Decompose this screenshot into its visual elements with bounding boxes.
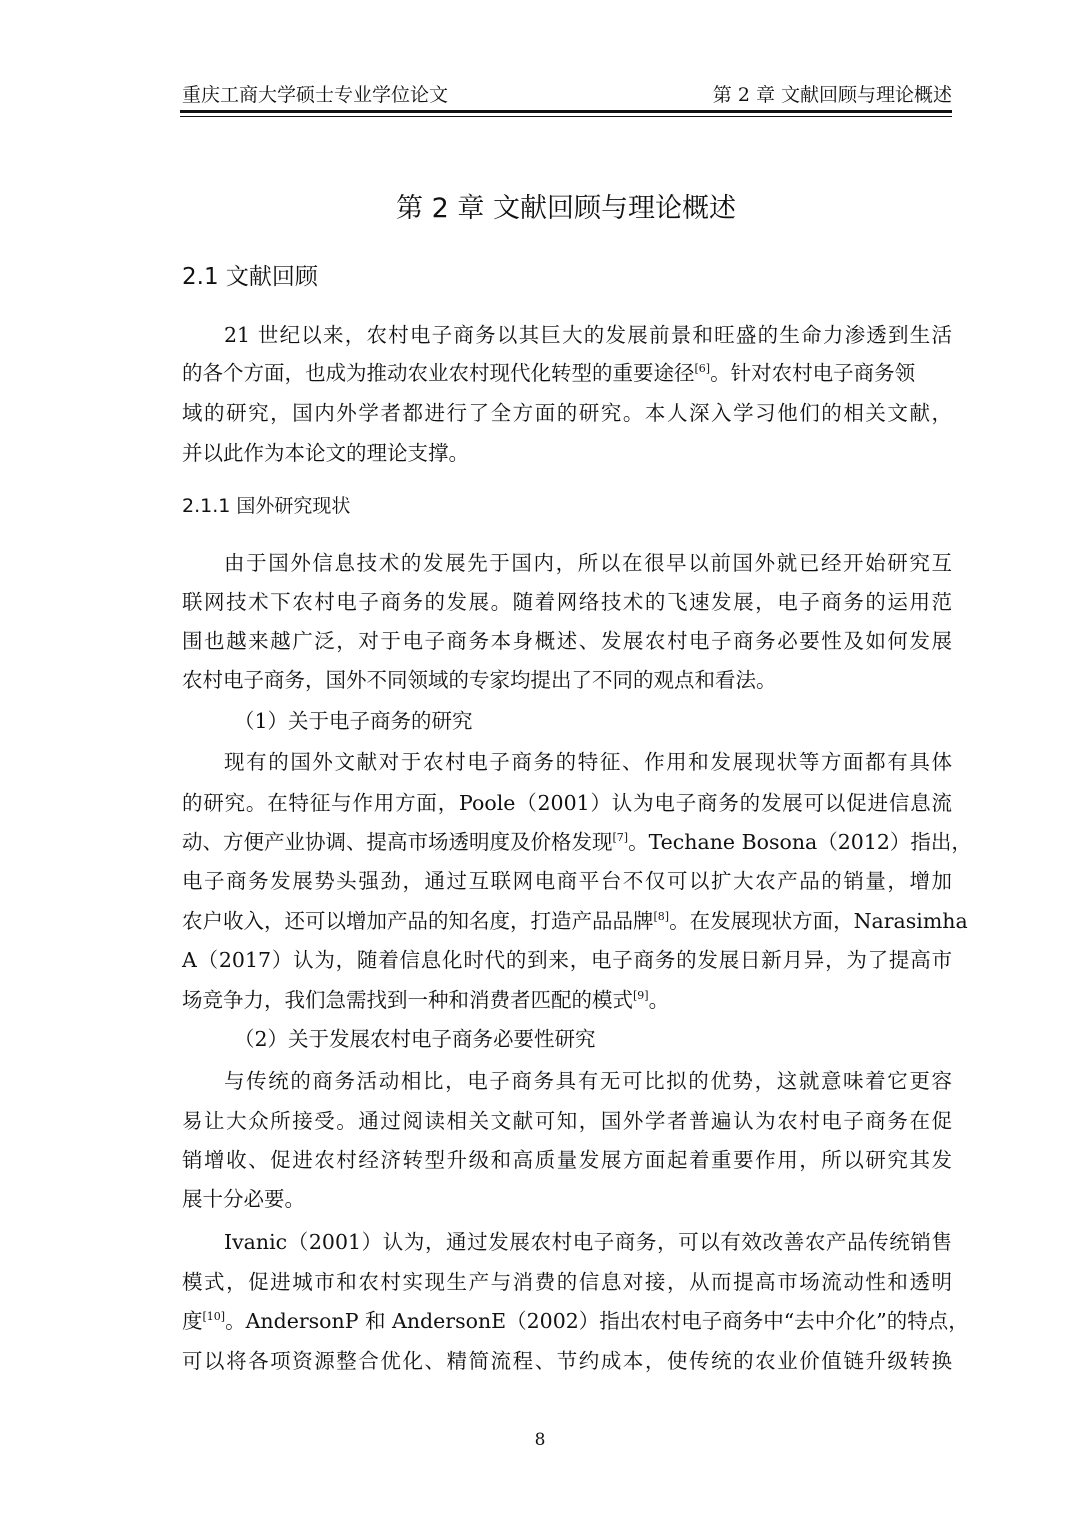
p2-line-6: A（2017）认为，随着信息化时代的到来，电子商务的发展日新月异，为了提高市: [182, 948, 952, 972]
p1-line-3: 围也越来越广泛，对于电子商务本身概述、发展农村电子商务必要性及如何发展: [182, 629, 952, 653]
p3-line-4: 展十分必要。: [182, 1187, 305, 1211]
p4-line-3: [182, 1304, 969, 1334]
p2-text: 。: [648, 988, 670, 1012]
p4-line-2: 模式，促进城市和农村实现生产与消费的信息对接，从而提高市场流动性和透明: [182, 1270, 952, 1294]
list-item-heading-2: （2）关于发展农村电子商务必要性研究: [234, 1027, 596, 1051]
p4-text: 度: [182, 1309, 203, 1333]
citation-ref: [8]: [653, 910, 670, 923]
p2-text: 场竞争力，我们急需找到一种和消费者匹配的模式: [182, 988, 633, 1012]
p1-line-4: 农村电子商务，国外不同领域的专家均提出了不同的观点和看法。: [182, 668, 777, 692]
running-header-right: 第 2 章 文献回顾与理论概述: [712, 84, 952, 106]
p1-line-2: 联网技术下农村电子商务的发展。随着网络技术的飞速发展，电子商务的运用范: [182, 590, 952, 614]
running-header-left: 重庆工商大学硕士专业学位论文: [182, 84, 449, 106]
header-rule-thick: [180, 110, 952, 113]
header-rule-thin: [180, 116, 952, 117]
citation-ref: [10]: [202, 1310, 226, 1323]
p2-text: 动、方便产业协调、提高市场透明度及价格发现: [182, 830, 613, 854]
intro-text: 。针对农村电子商务领: [710, 361, 916, 385]
p3-line-3: 销增收、促进农村经济转型升级和高质量发展方面起着重要作用，所以研究其发: [182, 1148, 952, 1172]
intro-line-4: 并以此作为本论文的理论支撑。: [182, 441, 469, 465]
p2-text: 。在发展现状方面，Narasimha: [669, 909, 968, 933]
subsection-title: 2.1.1 国外研究现状: [182, 495, 351, 517]
p4-line-1: Ivanic（2001）认为，通过发展农村电子商务，可以有效改善农产品传统销售: [224, 1230, 952, 1254]
citation-ref: [9]: [633, 989, 649, 1002]
list-item-heading-1: （1）关于电子商务的研究: [234, 709, 473, 733]
p2-line-3: [182, 825, 972, 855]
citation-ref: [6]: [694, 362, 711, 375]
p4-line-4: 可以将各项资源整合优化、精简流程、节约成本，使传统的农业价值链升级转换: [182, 1349, 952, 1373]
intro-line-3: 域的研究，国内外学者都进行了全方面的研究。本人深入学习他们的相关文献，: [182, 401, 952, 425]
p2-line-1: 现有的国外文献对于农村电子商务的特征、作用和发展现状等方面都有具体: [224, 750, 952, 774]
p1-line-1: 由于国外信息技术的发展先于国内，所以在很早以前国外就已经开始研究互: [224, 551, 952, 575]
p2-text: 农户收入，还可以增加产品的知名度，打造产品品牌: [182, 909, 654, 933]
intro-text: 的各个方面，也成为推动农业农村现代化转型的重要途径: [182, 361, 695, 385]
p3-line-2: 易让大众所接受。通过阅读相关文献可知，国外学者普遍认为农村电子商务在促: [182, 1109, 952, 1133]
intro-line-1: 21 世纪以来，农村电子商务以其巨大的发展前景和旺盛的生命力渗透到生活: [224, 323, 952, 347]
p2-text: 。Techane Bosona（2012）指出，: [628, 830, 972, 854]
p2-line-7: [182, 983, 669, 1013]
intro-line-2: [182, 356, 915, 386]
chapter-title: 第 2 章 文献回顾与理论概述: [396, 193, 736, 224]
p2-line-4: 电子商务发展势头强劲，通过互联网电商平台不仅可以扩大农产品的销量，增加: [182, 869, 952, 893]
p4-text: 。AndersonP 和 AndersonE（2002）指出农村电子商务中“去中介化”的特点，: [225, 1309, 969, 1333]
page-number: 8: [534, 1430, 546, 1450]
p3-line-1: 与传统的商务活动相比，电子商务具有无可比拟的优势，这就意味着它更容: [224, 1069, 952, 1093]
p2-line-5: [182, 904, 968, 934]
citation-ref: [7]: [612, 831, 629, 844]
p2-line-2: 的研究。在特征与作用方面，Poole（2001）认为电子商务的发展可以促进信息流: [182, 791, 952, 815]
section-title: 2.1 文献回顾: [182, 264, 318, 290]
